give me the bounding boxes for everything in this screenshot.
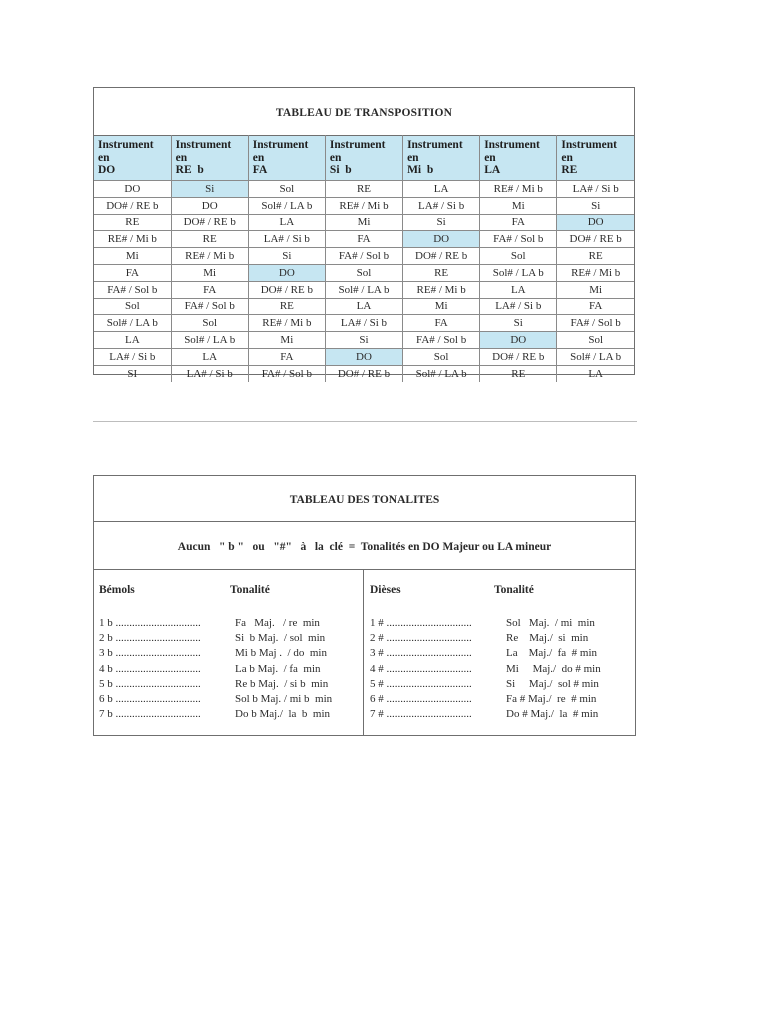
- column-header-line: LA: [484, 164, 501, 176]
- table-row: [94, 281, 634, 298]
- table-cell: RE# / Mi b: [325, 197, 402, 214]
- column-header: [94, 136, 171, 181]
- list-item: [370, 631, 631, 646]
- tonalites-subtitle: Aucun " b " ou "#" à la clé = Tonalités en DO Majeur ou LA mineur: [94, 522, 635, 570]
- table-cell: Sol# / LA b: [403, 365, 480, 381]
- column-header: [171, 136, 248, 181]
- table-cell: Si: [248, 248, 325, 265]
- table-cell: DO# / RE b: [171, 214, 248, 231]
- table-cell: FA: [557, 298, 634, 315]
- table-cell: LA: [171, 348, 248, 365]
- table-cell: DO# / RE b: [94, 197, 171, 214]
- table-cell: FA: [403, 315, 480, 332]
- table-cell: Mi: [171, 264, 248, 281]
- table-cell: DO: [480, 332, 557, 349]
- table-cell: RE: [480, 365, 557, 381]
- dieses-heading: Dièses: [370, 584, 401, 596]
- list-item: [99, 646, 359, 661]
- table-row: [94, 298, 634, 315]
- tonality-value: Sol b Maj. / mi b min: [235, 693, 333, 706]
- table-cell: FA# / Sol b: [325, 248, 402, 265]
- table-cell: Si: [171, 181, 248, 198]
- bemols-tonalite-heading: Tonalité: [230, 584, 270, 596]
- table-cell: DO: [403, 231, 480, 248]
- table-row: [94, 332, 634, 349]
- table-cell: LA# / Si b: [94, 348, 171, 365]
- table-cell: RE# / Mi b: [557, 264, 634, 281]
- table-cell: Sol: [403, 348, 480, 365]
- table-cell: RE# / Mi b: [94, 231, 171, 248]
- table-row: [94, 365, 634, 381]
- transposition-table: [93, 87, 635, 380]
- table-cell: LA: [480, 281, 557, 298]
- table-cell: Sol# / LA b: [325, 281, 402, 298]
- accidental-count: 1 b ...............................: [99, 617, 201, 629]
- tonality-value: Do b Maj./ la b min: [235, 708, 331, 721]
- section-divider: [93, 421, 637, 422]
- tonality-value: Do # Maj./ la # min: [506, 708, 599, 721]
- tonality-value: Fa Maj. / re min: [235, 617, 320, 629]
- column-header: [557, 136, 634, 181]
- table-cell: DO: [94, 181, 171, 198]
- table-cell: RE: [248, 298, 325, 315]
- table-cell: FA: [325, 231, 402, 248]
- table-cell: RE# / Mi b: [248, 315, 325, 332]
- table-cell: Si: [557, 197, 634, 214]
- table-cell: LA# / Si b: [325, 315, 402, 332]
- tonalites-table: [93, 475, 636, 736]
- tonality-value: Re b Maj. / si b min: [235, 677, 329, 690]
- list-item: [99, 707, 359, 722]
- table-cell: Sol# / LA b: [248, 197, 325, 214]
- table-cell: LA# / Si b: [557, 181, 634, 198]
- table-row: [94, 348, 634, 365]
- column-header-line: en: [175, 151, 188, 164]
- table-cell: Sol: [325, 264, 402, 281]
- table-cell: Sol: [94, 298, 171, 315]
- column-header-line: Instrument: [484, 139, 540, 151]
- table-cell: Mi: [403, 298, 480, 315]
- table-cell: FA# / Sol b: [557, 315, 634, 332]
- table-cell: LA: [325, 298, 402, 315]
- list-item: [370, 707, 631, 722]
- table-cell: FA# / Sol b: [480, 231, 557, 248]
- table-row: [94, 248, 634, 265]
- tonality-value: La b Maj. / fa min: [235, 662, 321, 675]
- transposition-grid: [94, 135, 634, 382]
- table-cell: FA: [94, 264, 171, 281]
- table-cell: FA# / Sol b: [248, 365, 325, 381]
- list-item: [370, 692, 631, 707]
- table-row: [94, 197, 634, 214]
- column-header-line: Instrument: [329, 139, 386, 151]
- column-header-line: Mi b: [407, 164, 434, 176]
- table-cell: DO# / RE b: [248, 281, 325, 298]
- table-cell: LA# / Si b: [480, 298, 557, 315]
- table-row: [94, 231, 634, 248]
- table-cell: RE: [94, 214, 171, 231]
- table-cell: Sol# / LA b: [480, 264, 557, 281]
- table-cell: DO: [325, 348, 402, 365]
- table-cell: FA# / Sol b: [403, 332, 480, 349]
- table-cell: LA# / Si b: [403, 197, 480, 214]
- table-row: [94, 315, 634, 332]
- column-header-line: en: [561, 151, 573, 164]
- column-header-line: en: [252, 151, 265, 164]
- table-cell: Mi: [557, 281, 634, 298]
- column-header: [480, 136, 557, 181]
- table-cell: SI: [94, 365, 171, 381]
- column-header-line: Instrument: [561, 139, 617, 151]
- accidental-count: 4 b ...............................: [99, 662, 201, 675]
- column-header-line: Instrument: [175, 139, 232, 151]
- accidental-count: 5 b ...............................: [99, 677, 201, 690]
- list-item: [99, 692, 359, 707]
- column-header-line: Si b: [329, 164, 352, 176]
- tonality-value: Sol Maj. / mi min: [506, 617, 595, 629]
- accidental-count: 6 # ...............................: [370, 693, 472, 706]
- list-item: [370, 616, 631, 631]
- column-header-line: RE: [561, 164, 578, 176]
- dieses-column: [365, 570, 635, 735]
- accidental-count: 1 # ...............................: [370, 617, 472, 629]
- table-cell: DO# / RE b: [480, 348, 557, 365]
- table-cell: Mi: [94, 248, 171, 265]
- table-cell: FA: [248, 348, 325, 365]
- accidental-count: 3 b ...............................: [99, 647, 201, 660]
- tonality-value: Fa # Maj./ re # min: [506, 693, 597, 706]
- table-row: [94, 181, 634, 198]
- table-cell: FA# / Sol b: [171, 298, 248, 315]
- column-header-line: FA: [252, 164, 268, 176]
- accidental-count: 5 # ...............................: [370, 677, 472, 690]
- column-header-line: en: [484, 151, 496, 164]
- column-header-line: en: [98, 151, 110, 164]
- list-item: [99, 631, 359, 646]
- table-cell: Si: [403, 214, 480, 231]
- table-cell: DO: [171, 197, 248, 214]
- column-header-line: Instrument: [98, 139, 154, 151]
- accidental-count: 4 # ...............................: [370, 662, 472, 675]
- list-item: [370, 662, 631, 677]
- table-cell: RE# / Mi b: [171, 248, 248, 265]
- table-cell: Sol: [480, 248, 557, 265]
- table-cell: Mi: [325, 214, 402, 231]
- column-header: [325, 136, 402, 181]
- transposition-title: TABLEAU DE TRANSPOSITION: [275, 107, 453, 119]
- column-header-line: Instrument: [252, 139, 309, 151]
- table-cell: DO: [248, 264, 325, 281]
- tonalites-title: TABLEAU DES TONALITES: [94, 476, 635, 522]
- accidental-count: 7 # ...............................: [370, 708, 472, 721]
- accidental-count: 6 b ...............................: [99, 693, 201, 706]
- table-cell: Sol# / LA b: [94, 315, 171, 332]
- accidental-count: 2 # ...............................: [370, 632, 472, 645]
- column-header-line: RE b: [175, 164, 204, 176]
- tonality-value: Si Maj./ sol # min: [506, 677, 599, 690]
- tonality-value: Mi Maj./ do # min: [506, 662, 601, 675]
- table-cell: Si: [325, 332, 402, 349]
- column-header-line: en: [329, 151, 342, 164]
- list-item: [99, 616, 359, 631]
- dieses-list: [370, 616, 631, 722]
- column-header: [403, 136, 480, 181]
- table-cell: RE: [557, 248, 634, 265]
- accidental-count: 2 b ...............................: [99, 632, 201, 645]
- table-cell: Sol# / LA b: [171, 332, 248, 349]
- tonality-value: Mi b Maj . / do min: [235, 647, 327, 660]
- list-item: [99, 677, 359, 692]
- table-cell: LA: [557, 365, 634, 381]
- table-row: [94, 214, 634, 231]
- table-cell: LA# / Si b: [248, 231, 325, 248]
- table-cell: LA: [403, 181, 480, 198]
- tonality-value: Re Maj./ si min: [506, 632, 589, 645]
- table-cell: DO: [557, 214, 634, 231]
- table-cell: RE: [171, 231, 248, 248]
- column-header: [248, 136, 325, 181]
- dieses-tonalite-heading: Tonalité: [494, 584, 534, 596]
- table-row: [94, 264, 634, 281]
- column-header-line: DO: [98, 164, 116, 176]
- table-cell: FA: [480, 214, 557, 231]
- accidental-count: 7 b ...............................: [99, 708, 201, 721]
- table-cell: RE: [403, 264, 480, 281]
- table-cell: LA: [94, 332, 171, 349]
- table-cell: Si: [480, 315, 557, 332]
- bemols-list: [99, 616, 359, 722]
- column-header-line: en: [407, 151, 419, 164]
- list-item: [99, 662, 359, 677]
- table-cell: Mi: [480, 197, 557, 214]
- table-cell: RE# / Mi b: [480, 181, 557, 198]
- column-header-line: Instrument: [407, 139, 463, 151]
- list-item: [370, 677, 631, 692]
- table-cell: DO# / RE b: [403, 248, 480, 265]
- table-cell: Sol: [171, 315, 248, 332]
- table-cell: Sol: [557, 332, 634, 349]
- table-cell: FA# / Sol b: [94, 281, 171, 298]
- table-cell: RE# / Mi b: [403, 281, 480, 298]
- table-cell: FA: [171, 281, 248, 298]
- table-cell: LA: [248, 214, 325, 231]
- tonality-value: La Maj./ fa # min: [506, 647, 598, 660]
- bemols-column: [94, 570, 364, 735]
- table-cell: Sol: [248, 181, 325, 198]
- table-cell: LA# / Si b: [171, 365, 248, 381]
- accidental-count: 3 # ...............................: [370, 647, 472, 660]
- tonality-value: Si b Maj. / sol min: [235, 632, 326, 645]
- table-cell: DO# / RE b: [557, 231, 634, 248]
- bemols-heading: Bémols: [99, 584, 135, 596]
- table-cell: Mi: [248, 332, 325, 349]
- table-cell: DO# / RE b: [325, 365, 402, 381]
- table-cell: RE: [325, 181, 402, 198]
- table-cell: Sol# / LA b: [557, 348, 634, 365]
- list-item: [370, 646, 631, 661]
